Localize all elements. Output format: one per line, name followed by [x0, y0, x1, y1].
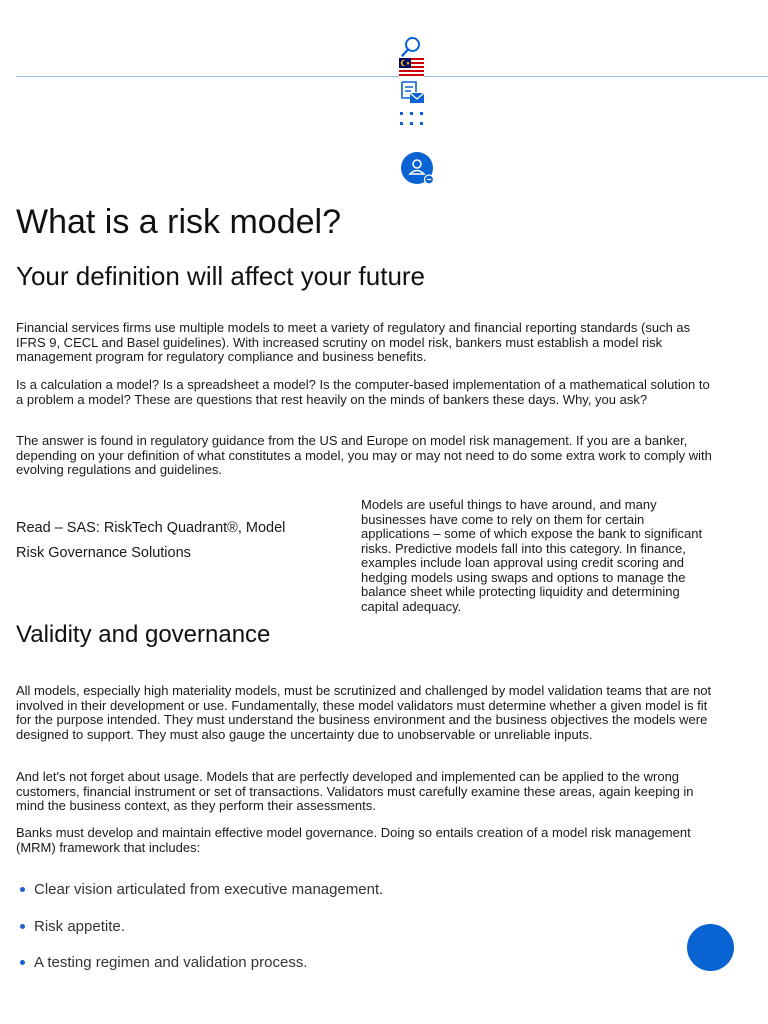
mrm-framework-list — [16, 878, 616, 988]
question-paragraph: Is a calculation a model? Is a spreadsheet a model? Is the computer-based implementation of a mathematical solution to a problem a model? These are questions that rest heavily on the minds of bankers these days. Why, you ask? — [16, 377, 710, 407]
validation-paragraph: All models, especially high materiality models, must be scrutinized and challenged by model validation teams that are not involved in their development or use. Fundamentally, these model validators must determine whether a given model is fit for the purpose intended. They must understand the business environment and the business objectives the models were designed to support. They must also gauge the uncertainty due to unobservable or unreliable inputs. — [16, 683, 712, 742]
list-item: A testing regimen and validation process. — [16, 951, 616, 988]
user-avatar-icon[interactable] — [401, 152, 435, 186]
malaysia-flag-icon[interactable] — [399, 58, 424, 78]
document-mail-icon[interactable] — [399, 81, 425, 105]
list-item: Risk appetite. — [16, 915, 616, 952]
list-item: Clear vision articulated from executive management. — [16, 878, 616, 915]
governance-paragraph: Banks must develop and maintain effective model governance. Doing so entails creation of a model risk management (MRM) framework that includes: — [16, 825, 691, 855]
apps-grid-icon[interactable] — [400, 112, 424, 126]
search-icon[interactable] — [400, 36, 422, 58]
usage-paragraph: And let's not forget about usage. Models that are perfectly developed and implemented can be applied to the wrong customers, financial instrument or set of transactions. Validators must carefully examine these areas, again keeping in mind the business context, as they perform their assessments. — [16, 769, 694, 813]
read-report-link[interactable]: Read – SAS: RiskTech Quadrant®, Model Risk Governance Solutions — [16, 520, 286, 561]
models-sidebar-paragraph: Models are useful things to have around, and many businesses have come to rely on them for certain applications – some of which expose the bank to significant risks. Predictive models fall into this category. In finance, examples include loan approval using credit scoring and hedging models using swaps and options to manage the balance sheet while protecting liquidity and determining capital adequacy. — [361, 497, 703, 614]
page-subtitle: Your definition will affect your future — [16, 261, 426, 291]
intro-paragraph: Financial services firms use multiple models to meet a variety of regulatory and financial reporting standards (such as IFRS 9, CECL and Basel guidelines). With increased scrutiny on model risk, bankers must establish a model risk management program for regulatory compliance and business benefits. — [16, 320, 691, 364]
page-title: What is a risk model? — [16, 203, 341, 241]
chat-button[interactable] — [687, 924, 734, 971]
answer-paragraph: The answer is found in regulatory guidance from the US and Europe on model risk management. If you are a banker, depending on your definition of what constitutes a model, you may or may not need to do some extra work to comply with evolving regulations and guidelines. — [16, 433, 712, 477]
section-heading-validity: Validity and governance — [16, 621, 271, 648]
header-divider — [16, 76, 768, 77]
